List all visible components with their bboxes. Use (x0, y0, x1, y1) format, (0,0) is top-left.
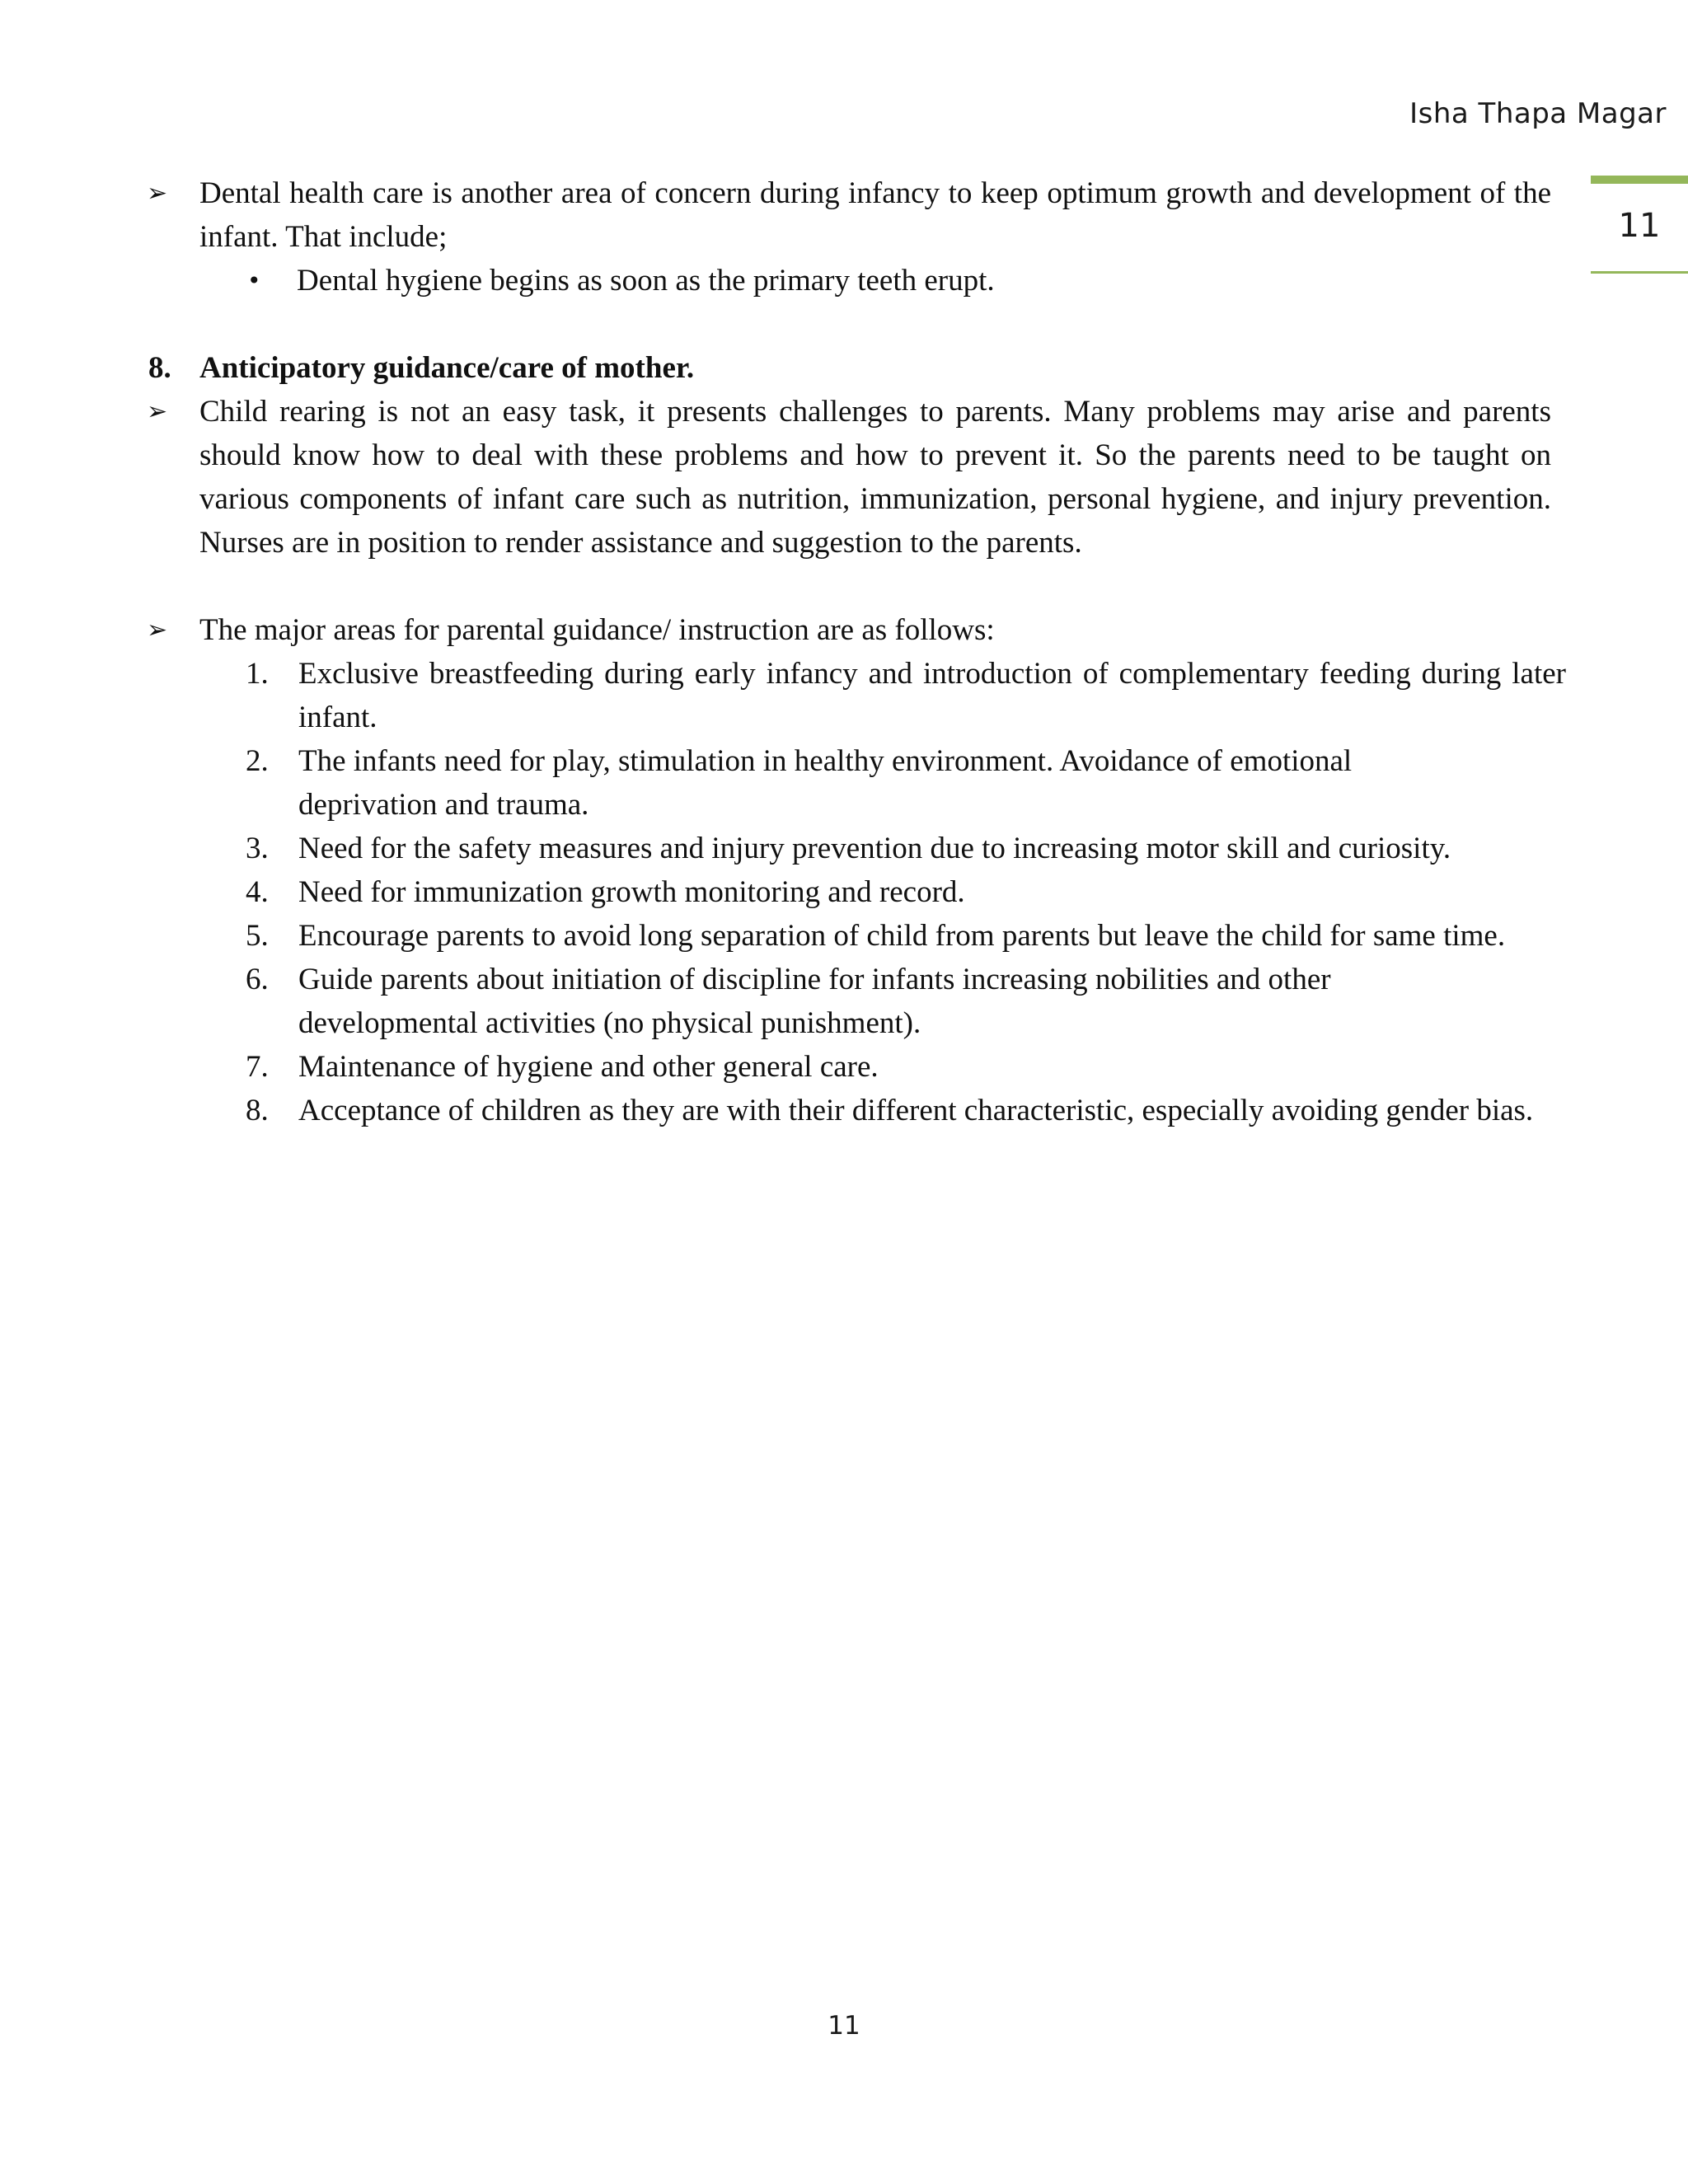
list-item-text: Acceptance of children as they are with their different characteristic, especially avoiding gender bias. (298, 1094, 1534, 1127)
list-item-text: Maintenance of hygiene and other general care. (298, 1050, 879, 1084)
dental-care-bullet (147, 171, 1566, 259)
list-item-text: Need for immunization growth monitoring and record. (298, 875, 965, 909)
major-areas-intro: The major areas for parental guidance/ instruction are as follows: (199, 613, 995, 647)
arrow-bullet-icon: ➢ (147, 397, 168, 426)
list-item (147, 870, 1566, 914)
section-title: Anticipatory guidance/care of mother. (199, 351, 695, 385)
footer-page-number: 11 (828, 2011, 860, 2041)
list-item-number: 8. (246, 1094, 269, 1127)
list-item (147, 739, 1566, 827)
list-item (147, 827, 1566, 870)
tab-top-rule (1591, 176, 1688, 184)
dental-hygiene-item (147, 259, 1566, 302)
list-item-text: Encourage parents to avoid long separation of child from parents but leave the child for same time. (298, 919, 1506, 953)
arrow-bullet-icon: ➢ (147, 179, 168, 208)
section-number: 8. (148, 351, 171, 385)
list-item-number: 7. (246, 1050, 269, 1084)
child-rearing-text: Child rearing is not an easy task, it presents challenges to parents. Many problems may arise and parents should know how to deal with these problems and how to prevent it. So the parents need to be taught on various components of infant care such as nutrition, immunization, personal hygiene, and injury prevention. Nurses are in position to render assistance and suggestion to the parents. (199, 395, 1551, 560)
list-item (147, 1045, 1566, 1089)
list-item-text: Exclusive breastfeeding during early infancy and introduction of complementary feeding during later infant. (298, 657, 1566, 734)
dot-bullet-icon: • (247, 267, 261, 294)
list-item-text: Need for the safety measures and injury prevention due to increasing motor skill and curiosity. (298, 832, 1451, 865)
major-areas-bullet (147, 608, 1566, 652)
list-item-number: 1. (246, 657, 269, 691)
guidance-list (147, 652, 1566, 1132)
child-rearing-bullet (147, 390, 1566, 565)
page-number-tab (1591, 176, 1688, 273)
list-item (147, 914, 1566, 958)
list-item-number: 3. (246, 832, 269, 865)
list-item (147, 1089, 1566, 1132)
header-author: Isha Thapa Magar (1409, 97, 1667, 130)
list-item-text: Guide parents about initiation of discipline for infants increasing nobilities and other developmental activities (no physical punishment). (298, 963, 1331, 1040)
page-number-tab-label: 11 (1618, 207, 1661, 245)
list-item (147, 652, 1566, 739)
list-item (147, 958, 1566, 1045)
list-item-number: 2. (246, 744, 269, 778)
tab-bottom-rule (1591, 271, 1688, 274)
list-item-number: 4. (246, 875, 269, 909)
dental-care-text: Dental health care is another area of concern during infancy to keep optimum growth and development of the infant. That include; (199, 176, 1551, 254)
section-heading (147, 346, 1566, 390)
dental-hygiene-text: Dental hygiene begins as soon as the primary teeth erupt. (297, 264, 995, 298)
list-item-text: The infants need for play, stimulation in healthy environment. Avoidance of emotional deprivation and trauma. (298, 744, 1353, 822)
list-item-number: 6. (246, 963, 269, 996)
document-body (147, 171, 1566, 1132)
list-item-number: 5. (246, 919, 269, 953)
arrow-bullet-icon: ➢ (147, 616, 168, 644)
